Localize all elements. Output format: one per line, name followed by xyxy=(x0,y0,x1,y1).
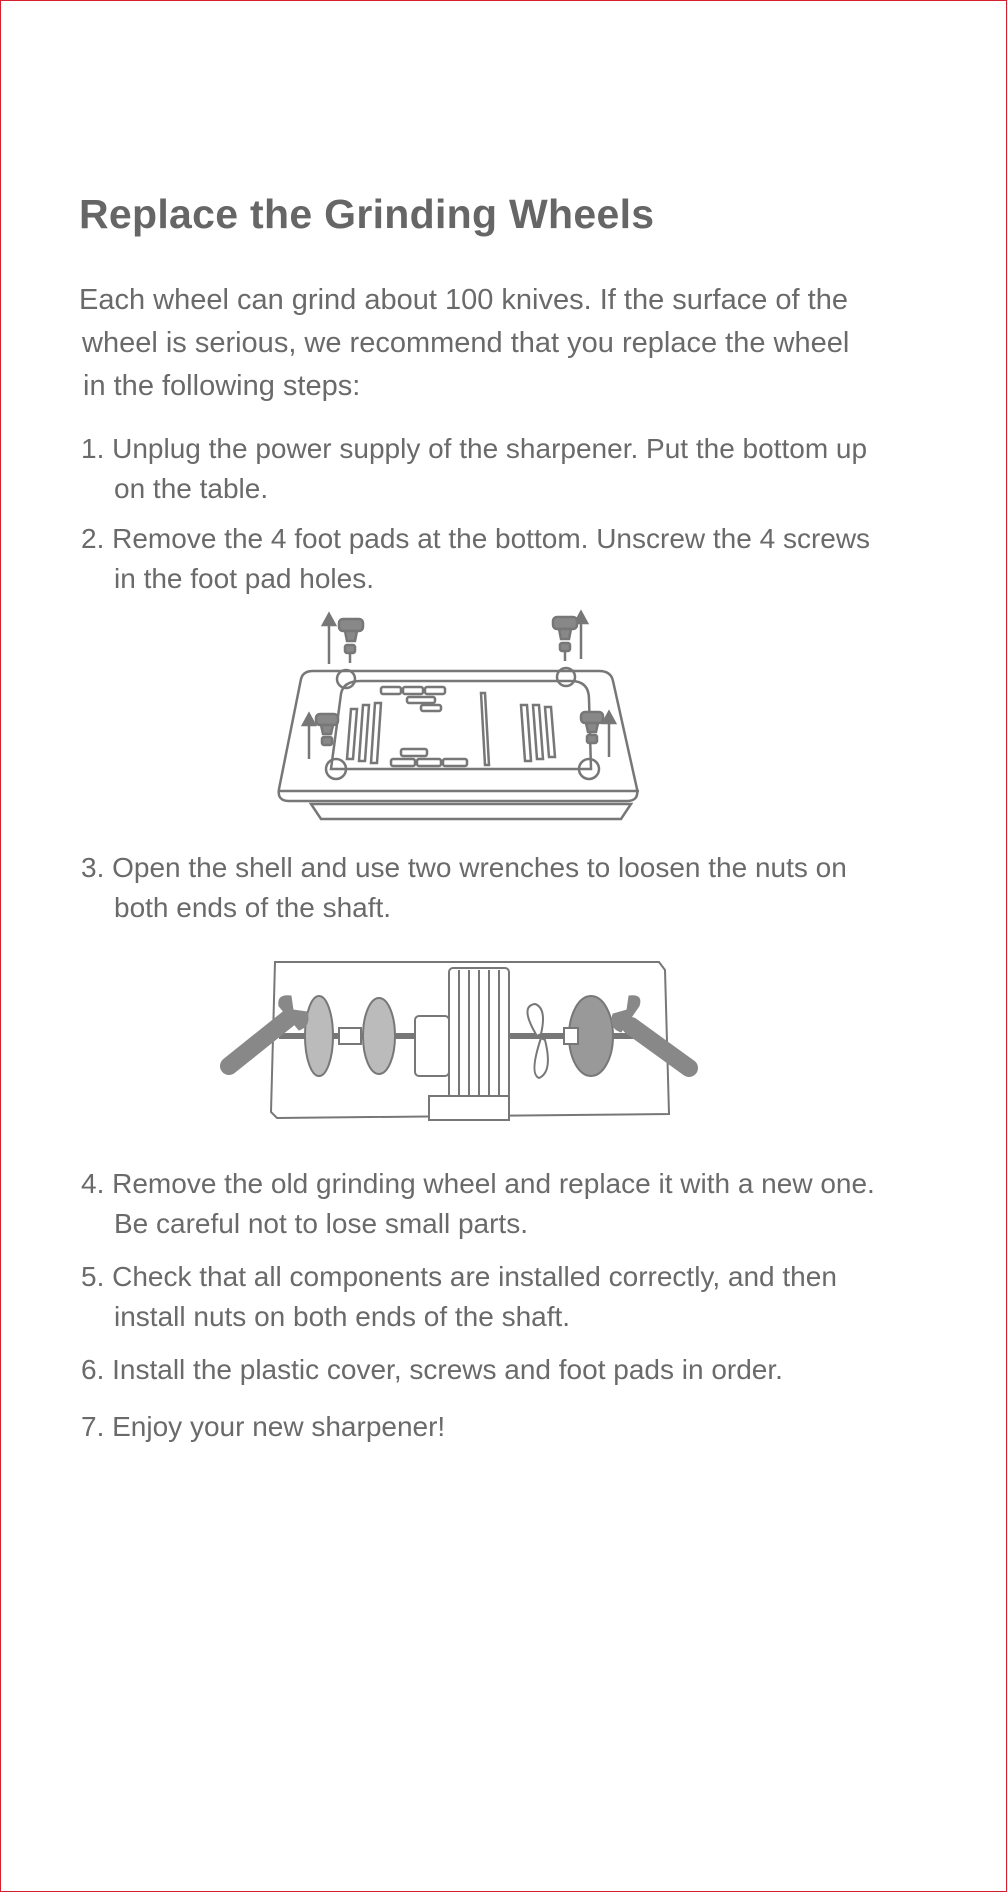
step-3 xyxy=(81,848,941,928)
intro-line-1: Each wheel can grind about 100 knives. If the surface of the xyxy=(79,284,848,316)
page-title: Replace the Grinding Wheels xyxy=(79,191,655,237)
step-2 xyxy=(81,519,941,599)
foot-pad-removal-icon xyxy=(323,614,363,664)
step-1-line-2: on the table. xyxy=(114,473,269,504)
wrench-icon xyxy=(229,996,308,1066)
step-4-line-2: Be careful not to lose small parts. xyxy=(114,1208,528,1239)
foot-pad-removal-icon xyxy=(553,612,587,661)
step-1 xyxy=(81,429,941,509)
step-5-line-1: 5. Check that all components are installed correctly, and then xyxy=(81,1261,837,1292)
sharpener-shaft-wrenches-illustration xyxy=(219,956,699,1126)
step-4-line-1: 4. Remove the old grinding wheel and replace it with a new one. xyxy=(81,1168,875,1199)
sharpener-bottom-footpads-illustration xyxy=(271,609,651,829)
intro-paragraph xyxy=(79,279,879,408)
step-2-line-1: 2. Remove the 4 foot pads at the bottom. Unscrew the 4 screws xyxy=(81,523,871,554)
step-6-line-1: 6. Install the plastic cover, screws and foot pads in order. xyxy=(81,1354,783,1385)
intro-line-3: in the following steps: xyxy=(83,370,361,402)
step-3-line-1: 3. Open the shell and use two wrenches to loosen the nuts on xyxy=(81,852,847,883)
step-2-line-2: in the foot pad holes. xyxy=(114,563,374,594)
wrench-icon xyxy=(612,996,689,1068)
step-3-line-2: both ends of the shaft. xyxy=(114,892,392,923)
step-4 xyxy=(81,1164,941,1244)
step-5 xyxy=(81,1257,941,1337)
step-1-line-1: 1. Unplug the power supply of the sharpener. Put the bottom up xyxy=(81,433,868,464)
step-5-line-2: install nuts on both ends of the shaft. xyxy=(114,1301,571,1332)
step-7 xyxy=(81,1407,941,1447)
step-7-line-1: 7. Enjoy your new sharpener! xyxy=(81,1411,446,1442)
step-6 xyxy=(81,1350,941,1390)
intro-line-2: wheel is serious, we recommend that you replace the wheel xyxy=(82,327,850,359)
